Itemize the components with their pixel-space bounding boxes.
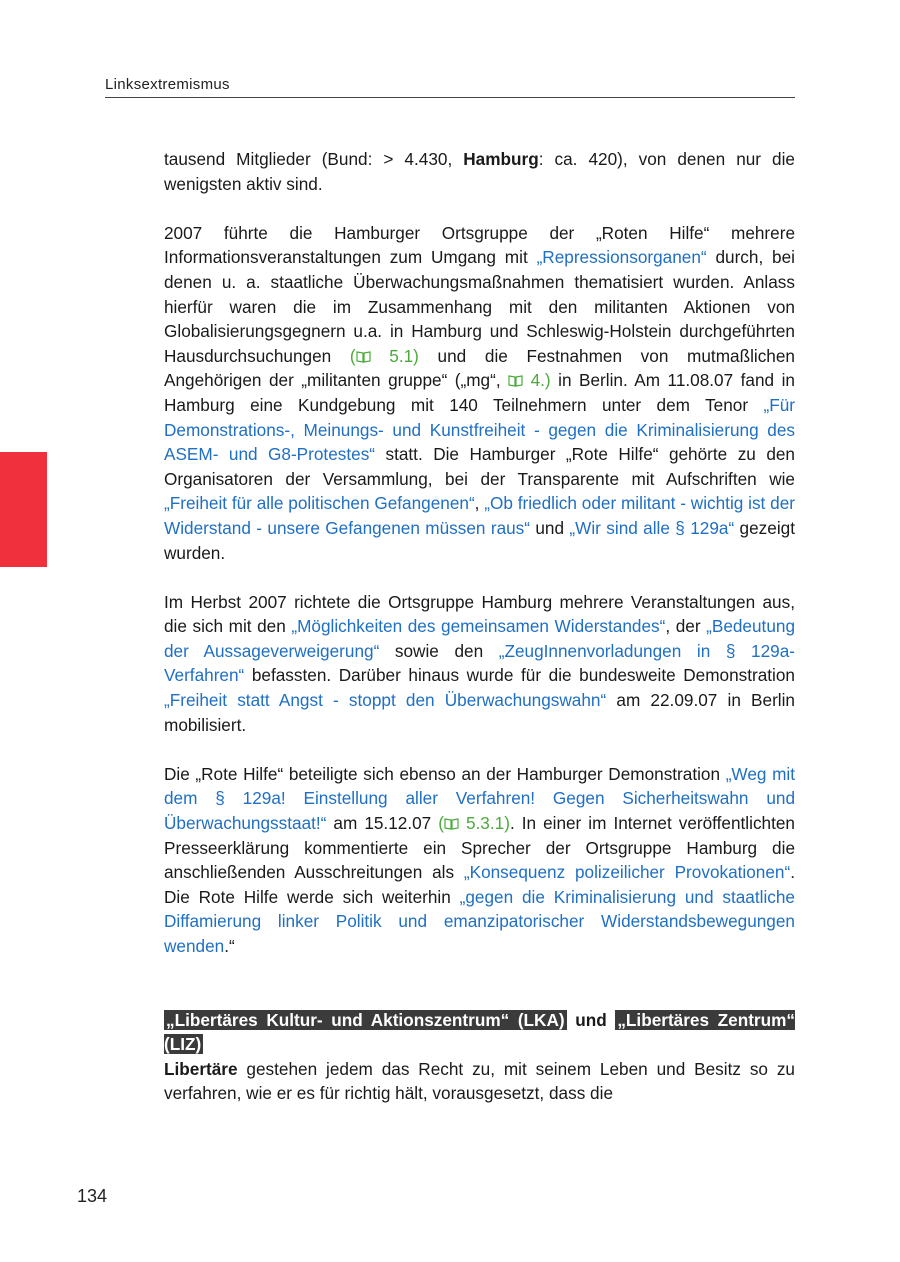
quote: „Ob friedlich oder militant - wichtig ist der Widerstand - unsere Gefangenen müssen raus“ — [164, 493, 795, 538]
quote: „Freiheit statt Angst - stoppt den Überwachungswahn“ — [164, 690, 607, 711]
cross-reference-link[interactable]: 4.) — [508, 370, 551, 390]
quote: „Freiheit für alle politischen Gefangenen“ — [164, 493, 475, 514]
quote: „Weg mit dem § 129a! Einstellung aller Verfahren! Gegen Sicherheitswahn und Überwachungsstaat!“ — [164, 763, 795, 834]
paragraph-2: 2007 führte die Hamburger Ortsgruppe der „Roten Hilfe“ mehrere Informationsveranstaltungen zum Umgang mit „Repressionsorganen“ durch, bei denen u. a. staatliche Überwachungsmaßnahmen thematisiert wurden. Anlass hierfür waren die im Zusammenhang mit den militanten Aktionen von Globalisierungsgegnern u.a. in Hamburg und Schleswig-Holstein durchgeführten Hausdurchsuchungen ( 5.1) und die Festnahmen von mutmaßlichen Angehörigen der „militanten gruppe“ („mg“, 4.) in Berlin. Am 11.08.07 fand in Hamburg eine Kundgebung mit 140 Teilnehmern unter dem Tenor „Für Demonstrations-, Meinungs- und Kunstfreiheit - gegen die Kriminalisierung des ASEM- und G8-Protestes“ statt. Die Hamburger „Rote Hilfe“ gehörte zu den Organisatoren der Versammlung, bei der Transparente mit Aufschriften wie „Freiheit für alle politischen Gefangenen“, „Ob friedlich oder militant - wichtig ist der Widerstand - unsere Gefangenen müssen raus“ und „Wir sind alle § 129a“ gezeigt wurden. — [164, 222, 795, 563]
book-icon — [356, 350, 371, 363]
quote: „Repressionsorganen“ — [536, 247, 707, 268]
paragraph-4: Die „Rote Hilfe“ beteiligte sich ebenso an der Hamburger Demonstration „Weg mit dem § 129a! Einstellung aller Verfahren! Gegen Sicherheitswahn und Überwachungsstaat!“ am 15.12.07 ( 5.3.1). In einer im Internet veröffentlichten Presseerklärung kommentierte ein Sprecher der Ortsgruppe Hamburg die anschließenden Ausschreitungen als „Konsequenz polizeilicher Provokationen“. Die Rote Hilfe werde sich weiterhin „gegen die Kriminalisierung und staatliche Diffamierung linker Politik und emanzipatorischer Widerstandsbewegungen wenden.“ — [164, 763, 795, 956]
book-icon — [444, 817, 459, 830]
cross-reference-link[interactable]: ( 5.1) — [349, 345, 419, 366]
heading-highlight-liz: „Libertäres Zentrum“ (LIZ) — [164, 1009, 795, 1055]
paragraph-3: Im Herbst 2007 richtete die Ortsgruppe Hamburg mehrere Veranstaltungen aus, die sich mit den „Möglichkeiten des gemeinsamen Widerstandes“, der „Bedeutung der Aussageverweigerung“ sowie den „ZeugInnenvorladungen in § 129a-Verfahren“ befassten. Darüber hinaus wurde für die bundesweite Demonstration „Freiheit statt Angst - stoppt den Überwachungswahn“ am 22.09.07 in Berlin mobilisiert. — [164, 591, 795, 735]
running-header: Linksextremismus — [105, 76, 795, 98]
quote: „gegen die Kriminalisierung und staatliche Diffamierung linker Politik und emanzipatorischer Widerstandsbewegungen wenden — [164, 886, 795, 956]
quote: „Bedeutung der Aussageverweigerung“ — [164, 616, 795, 661]
quote: „Konsequenz polizeilicher Provokationen“ — [463, 862, 791, 883]
paragraph-5: Libertäre gestehen jedem das Recht zu, mit seinem Leben und Besitz so zu verfahren, wie er es für richtig hält, vorausgesetzt, dass die — [164, 1058, 795, 1104]
cross-reference-link[interactable]: ( 5.3.1) — [438, 813, 510, 834]
paragraph-1: tausend Mitglieder (Bund: > 4.430, Hamburg: ca. 420), von denen nur die wenigsten aktiv sind. — [164, 149, 795, 194]
section-heading: „Libertäres Kultur- und Aktionszentrum“ (LKA) und „Libertäres Zentrum“ (LIZ) — [164, 1009, 795, 1055]
quote: „Für Demonstrations-, Meinungs- und Kunstfreiheit - gegen die Kriminalisierung des ASEM- und G8-Protestes“ — [164, 394, 795, 465]
bold-term: Hamburg — [463, 149, 539, 169]
chapter-tab — [0, 452, 47, 567]
bold-term: Libertäre — [164, 1058, 238, 1079]
heading-highlight-lka: „Libertäres Kultur- und Aktionszentrum“ (LKA) — [166, 1009, 565, 1030]
main-text — [164, 147, 795, 1131]
quote: „Wir sind alle § 129a“ — [569, 517, 735, 538]
page-number: 134 — [77, 1186, 108, 1206]
quote: „ZeugInnenvorladungen in § 129a-Verfahren“ — [164, 640, 795, 686]
quote: „Möglichkeiten des gemeinsamen Widerstandes“ — [291, 616, 666, 637]
book-icon — [508, 374, 523, 387]
